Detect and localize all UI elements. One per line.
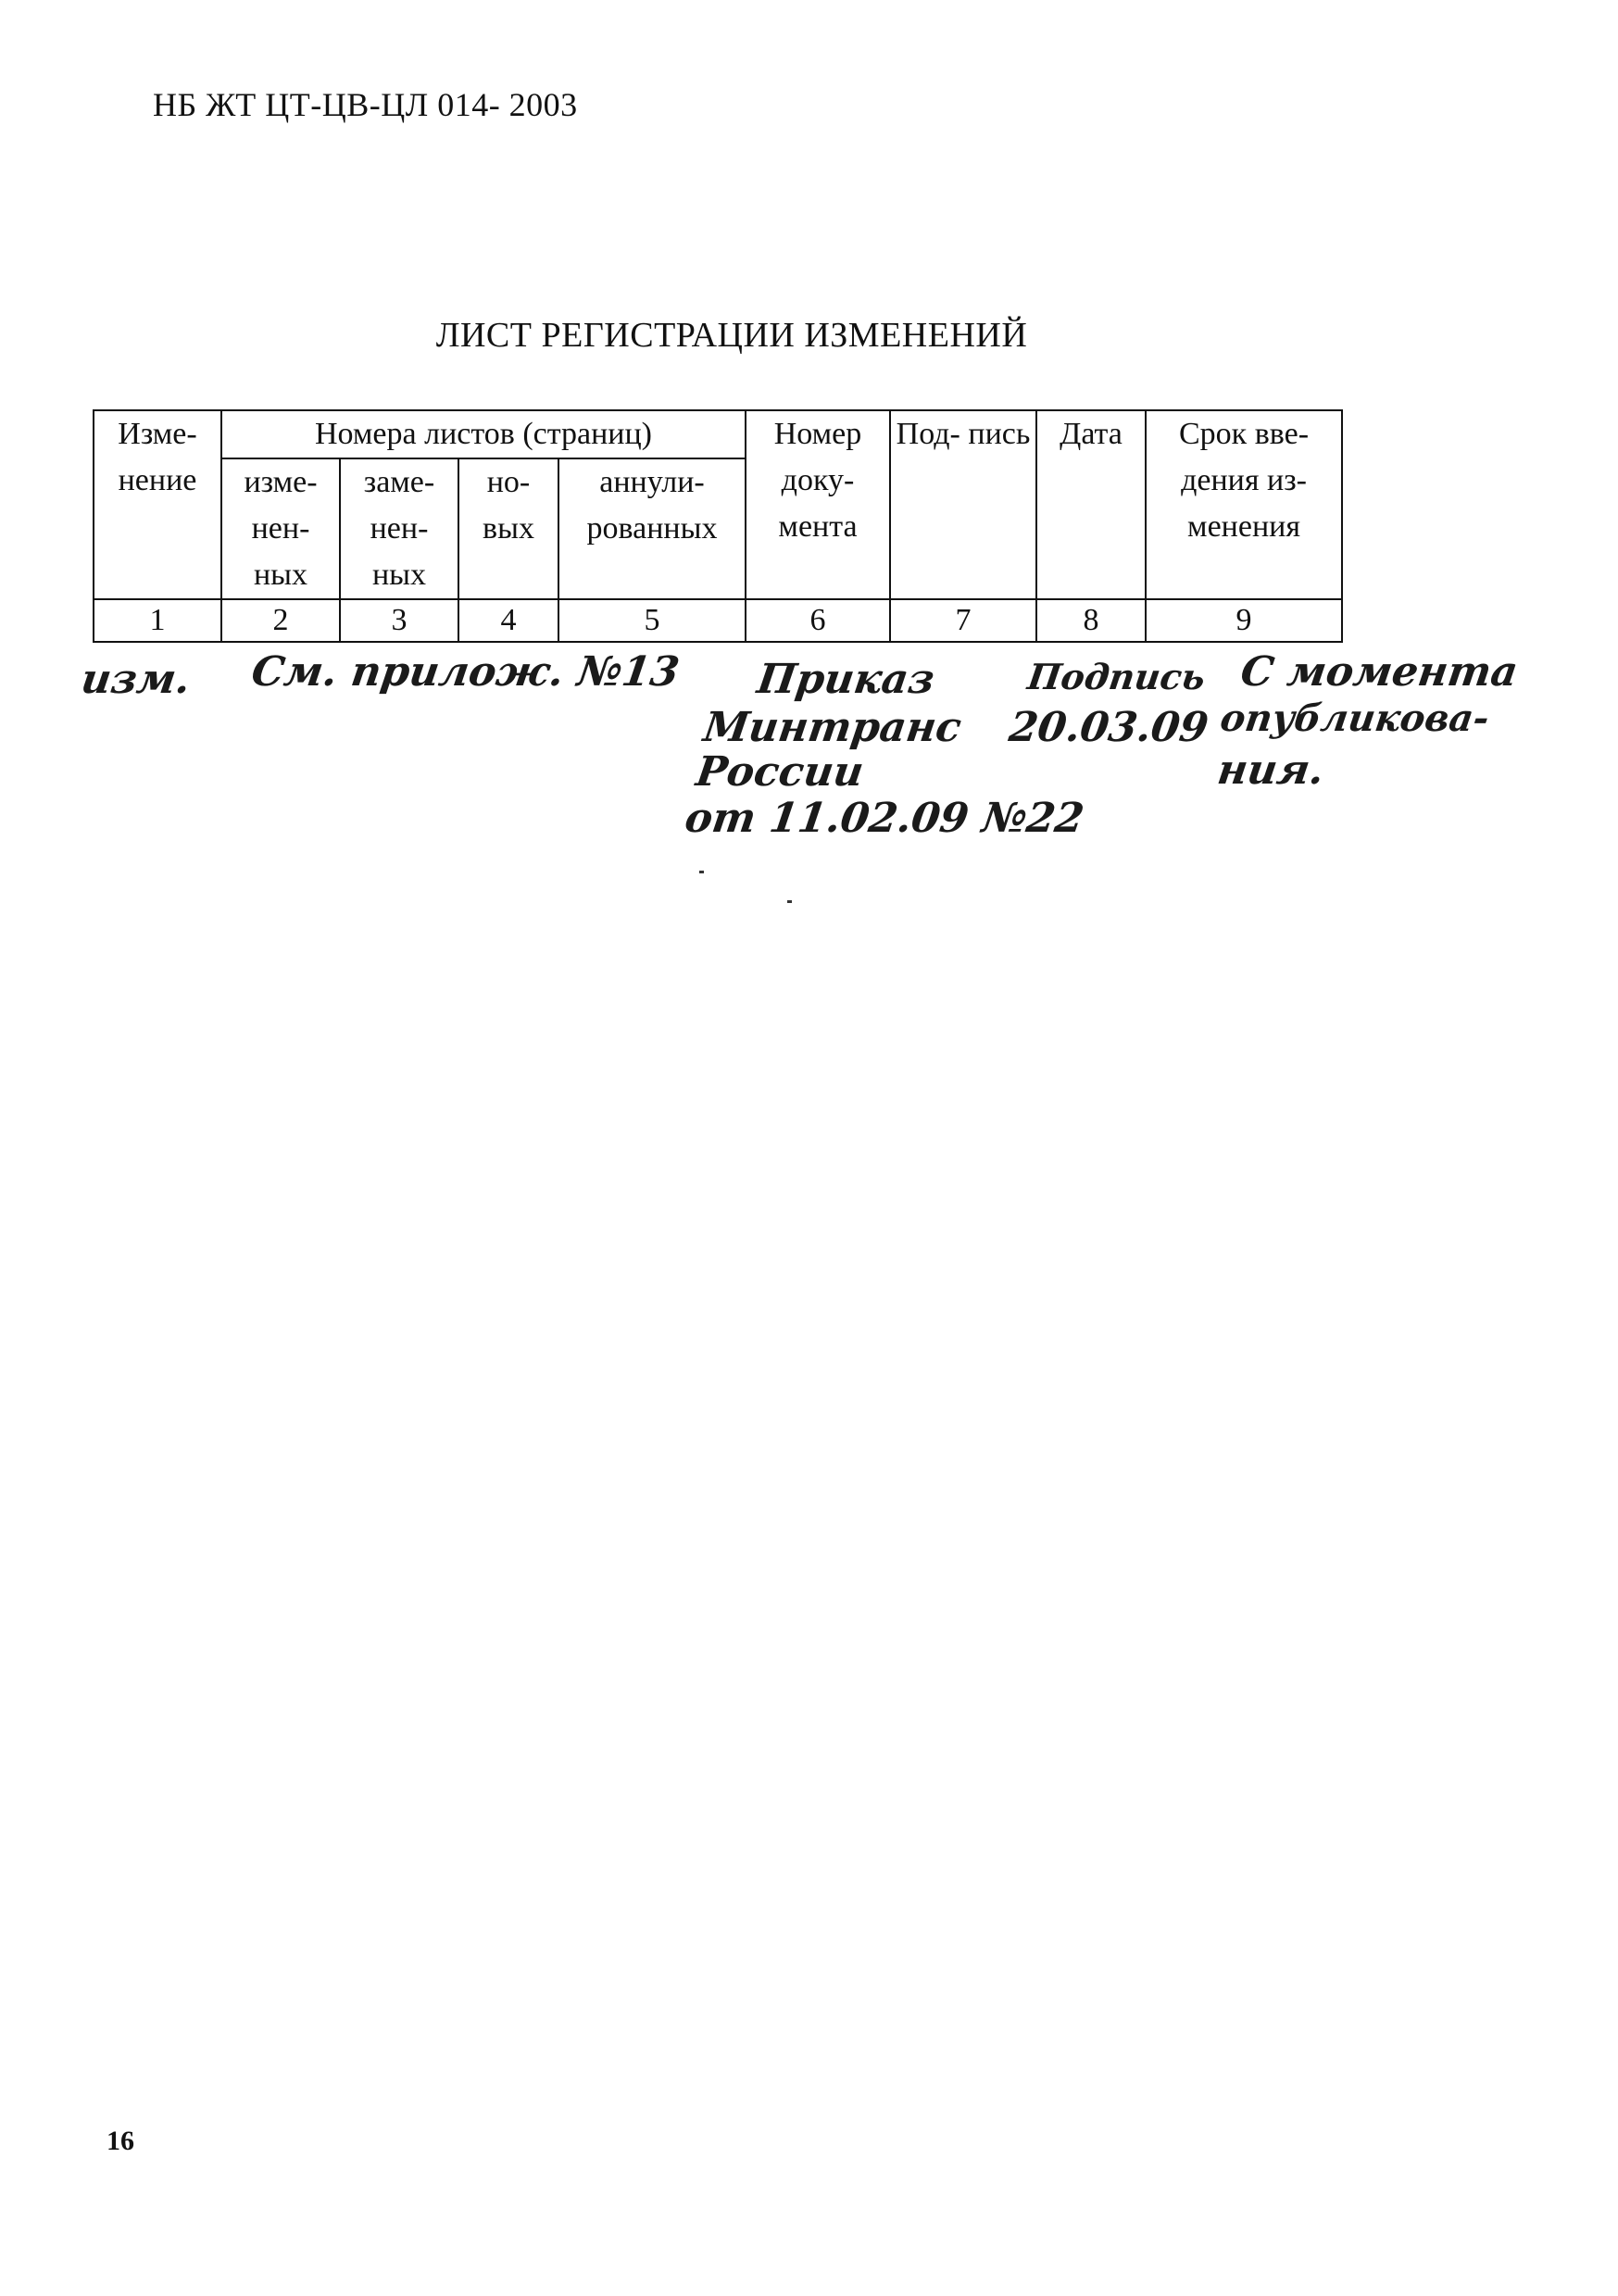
header-replaced: заме- нен- ных: [340, 458, 458, 599]
change-registration-table: [93, 409, 1343, 643]
handwritten-order-line-2: Минтранс: [700, 704, 965, 751]
header-new: но- вых: [458, 458, 558, 599]
column-number: 2: [221, 599, 340, 642]
handwritten-order-line-1: Приказ: [754, 656, 938, 703]
scan-speck: [699, 871, 704, 873]
handwritten-term-line-1: С момента: [1237, 648, 1522, 696]
document-code: НБ ЖТ ЦТ-ЦВ-ЦЛ 014- 2003: [153, 86, 578, 123]
header-sheet-numbers: Номера листов (страниц): [221, 410, 746, 458]
column-number: 5: [558, 599, 746, 642]
handwritten-order-line-4: от 11.02.09 №22: [682, 795, 1087, 842]
handwritten-term-line-2: опубликова-: [1217, 696, 1492, 740]
handwritten-date: 20.03.09: [1006, 704, 1211, 751]
column-number: 8: [1036, 599, 1146, 642]
handwritten-signature: Подпись: [1024, 656, 1209, 697]
header-term: Срок вве- дения из- менения: [1146, 410, 1342, 599]
column-number: 7: [890, 599, 1036, 642]
header-doc-number: Номер доку- мента: [746, 410, 890, 599]
column-number: 4: [458, 599, 558, 642]
handwritten-see-appendix: См. прилож. №13: [248, 648, 683, 696]
sheet-title: ЛИСТ РЕГИСТРАЦИИ ИЗМЕНЕНИЙ: [435, 316, 1028, 355]
header-changed: изме- нен- ных: [221, 458, 340, 599]
header-date: Дата: [1036, 410, 1146, 599]
header-annulled: аннули- рованных: [558, 458, 746, 599]
column-number: 6: [746, 599, 890, 642]
handwritten-term-line-3: ния.: [1214, 747, 1327, 794]
header-signature: Под- пись: [890, 410, 1036, 599]
header-change: Изме- нение: [94, 410, 221, 599]
column-number: 1: [94, 599, 221, 642]
page-number: 16: [107, 2126, 134, 2156]
handwritten-change: изм.: [78, 656, 194, 703]
handwritten-order-line-3: России: [693, 748, 867, 796]
scan-speck: [787, 900, 792, 903]
column-number: 9: [1146, 599, 1342, 642]
column-number: 3: [340, 599, 458, 642]
